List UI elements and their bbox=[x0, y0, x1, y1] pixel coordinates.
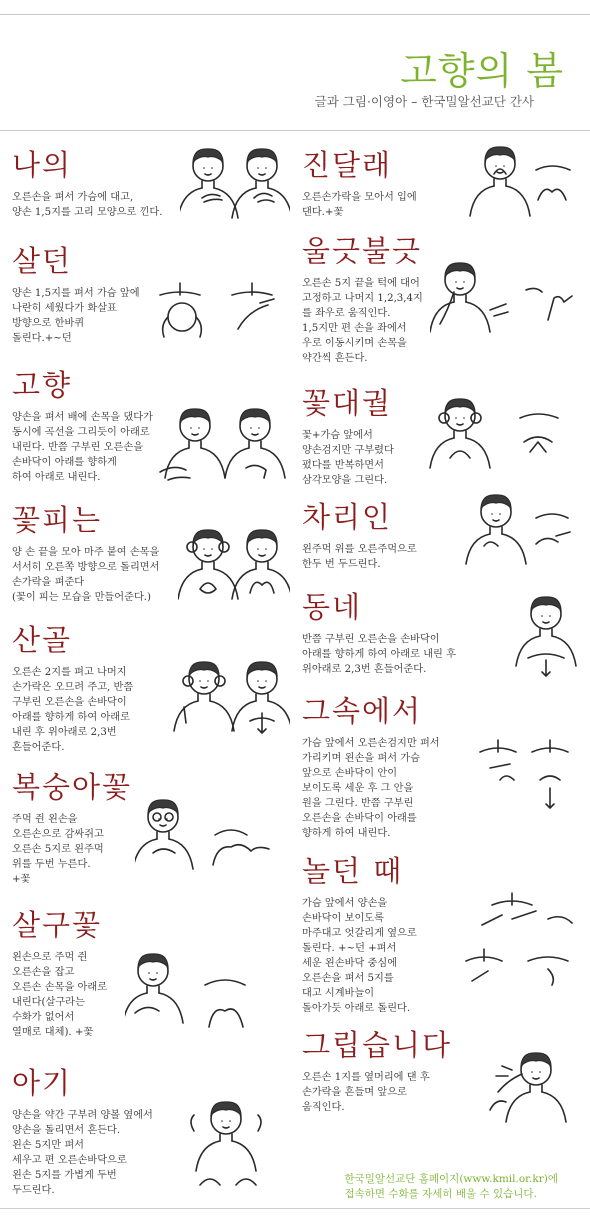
figure-town-icon bbox=[506, 580, 586, 680]
sign-description: 주먹 쥔 왼손을 오른손으로 감싸쥐고 오른손 5지로 왼주먹 위를 두번 누른다. +꽃 bbox=[12, 813, 104, 885]
sign-description: 양손을 약간 구부려 양볼 옆에서 양손을 돌리면서 흔든다. 왼손 5지만 펴서 세우고 편 오른손바닥으로 왼손 5지를 가볍게 두번 두드린다. bbox=[12, 1109, 153, 1196]
sign-word: 놀던 때 bbox=[302, 854, 404, 888]
footer-note: 한국밀알선교단 홈페이지(www.kmil.or.kr)에 접속하면 수화를 자세히 배울 수 있습니다. bbox=[344, 1173, 558, 1200]
figure-play-time-icon bbox=[452, 885, 582, 995]
entry-kkotpineun bbox=[12, 505, 202, 605]
entry-sangol bbox=[12, 625, 182, 755]
figure-hands-ring-icon bbox=[150, 275, 290, 345]
sign-word: 복숭아꽃 bbox=[12, 770, 133, 804]
byline: 글과 그림·이영아 – 한국밀알선교단 간사 bbox=[314, 94, 534, 109]
entry-boksunga bbox=[12, 772, 152, 887]
page-title: 고향의 봄 bbox=[400, 49, 564, 93]
sign-word: 그속에서 bbox=[302, 694, 423, 728]
entry-jindallae bbox=[302, 150, 462, 220]
sign-word: 산골 bbox=[12, 623, 73, 657]
entry-dongne bbox=[302, 592, 507, 677]
entry-naui bbox=[12, 150, 202, 220]
figure-baby-icon bbox=[180, 1085, 280, 1195]
entry-salgu bbox=[12, 910, 142, 1040]
sign-word: 울긋불긋 bbox=[302, 234, 423, 268]
figure-palace-icon bbox=[420, 382, 585, 482]
figure-hands-down-icon bbox=[150, 392, 290, 492]
entry-agi bbox=[12, 1068, 187, 1198]
sign-description: 가슴 앞에서 오른손검지만 펴서 가리키며 왼손을 펴서 가슴 앞으로 손바닥이 안이 보이도록 세운 후 그 안을 원을 그린다. 반쯤 구부린 오른손을 손바닥이 아래를 향하게 하여 내린다. bbox=[302, 737, 440, 839]
sign-word: 동네 bbox=[302, 590, 363, 624]
figure-inside-icon bbox=[470, 728, 580, 828]
sign-description: 오른손 2지를 펴고 나머지 손가락은 오므려 주고, 반쯤 구부린 오른손을 손바닥이 아래를 향하게 하여 아래로 내린 후 위아래로 2,3번 흔들어준다. bbox=[12, 666, 134, 753]
figure-finger-point-icon bbox=[170, 645, 290, 745]
entry-geusogeseo bbox=[302, 696, 462, 841]
header-divider bbox=[0, 130, 590, 131]
sign-word: 그립습니다 bbox=[302, 1028, 453, 1062]
sign-description: 오른손 5지 끝을 턱에 대어 고정하고 나머지 1,2,3,4지 를 좌우로 움직인다. 1,5지만 편 손을 좌에서 우로 이동시키며 손목을 약간씩 흔든다. bbox=[302, 277, 423, 364]
entry-noldeonttae bbox=[302, 856, 452, 1016]
entry-ulgeutbulgeut bbox=[302, 236, 442, 366]
sign-description: 양 손 끝을 모아 마주 붙여 손목을 서서히 오른쪽 방향으로 돌리면서 손가락을 펴준다 (꽃이 피는 모습을 만들어준다.) bbox=[12, 546, 160, 603]
sign-description: 오른손 1지를 옆머리에 댄 후 손가락을 흔들며 앞으로 움직인다. bbox=[302, 1071, 430, 1113]
sign-description: 반쯤 구부린 오른손을 손바닥이 아래를 향하게 하여 아래로 내린 후 위아래로 2,3번 흔들어준다. bbox=[302, 633, 456, 675]
entry-geuripseumnida bbox=[302, 1030, 472, 1115]
sign-description: 양손을 펴서 배에 손목을 댔다가 동시에 곡선을 그리듯이 아래로 내린다. 반쯤 구부린 오른손을 손바닥이 아래를 향하게 하여 아래로 내린다. bbox=[12, 411, 153, 483]
figure-face-fingers-mouth-icon bbox=[466, 140, 586, 220]
sign-word: 아기 bbox=[12, 1066, 73, 1100]
figure-girl-hand-on-chest-icon bbox=[180, 140, 290, 220]
figure-fist-press-icon bbox=[135, 795, 285, 875]
sign-word: 살던 bbox=[12, 244, 73, 278]
figure-fists-tap-icon bbox=[460, 488, 585, 568]
sign-description: 양손 1,5지를 펴서 가슴 앞에 나란히 세웠다가 화살표 방향으로 한바퀴 돌린다.+~던 bbox=[12, 287, 140, 344]
top-rule bbox=[0, 14, 590, 15]
entry-chariin bbox=[302, 502, 462, 572]
sign-word: 고향 bbox=[12, 368, 73, 402]
sign-word: 살구꽃 bbox=[12, 908, 103, 942]
sign-description: 꽃+가슴 앞에서 양손검지만 구부렸다 폈다를 반복하면서 삼각모양을 그린다. bbox=[302, 429, 394, 486]
figure-flower-bloom-icon bbox=[178, 515, 290, 615]
sign-description: 왼주먹 위를 오른주먹으로 한두 번 두드린다. bbox=[302, 543, 417, 570]
entry-kkotdaegwol bbox=[302, 388, 432, 488]
sign-description: 오른손가락을 모아서 입에 댄다.+꽃 bbox=[302, 191, 417, 218]
sign-word: 진달래 bbox=[302, 148, 393, 182]
sign-description: 왼손으로 주먹 쥔 오른손을 잡고 오른손 손목을 아래로 내린다(살구라는 수화가 없어서 열매로 대체). +꽃 bbox=[12, 951, 108, 1038]
sign-word: 꽃피는 bbox=[12, 503, 103, 537]
figure-miss-icon bbox=[478, 1040, 573, 1140]
sign-description: 오른손을 펴서 가슴에 대고, 양손 1,5지를 고리 모양으로 낀다. bbox=[12, 191, 163, 218]
sign-word: 차리인 bbox=[302, 500, 393, 534]
sign-word: 나의 bbox=[12, 148, 73, 182]
figure-chin-wiggle-icon bbox=[430, 250, 585, 350]
sign-description: 가슴 앞에서 양손을 손바닥이 보이도록 마주대고 엇갈리게 옆으로 돌린다. +~던 +펴서 세운 왼손바닥 중심에 오른손을 펴서 5지를 대고 시계바늘이 돌아가듯 아래로 돌린다. bbox=[302, 897, 417, 1014]
sign-word: 꽃대궐 bbox=[302, 386, 393, 420]
bottom-rule bbox=[0, 1208, 590, 1209]
figure-apricot-icon bbox=[125, 935, 275, 1035]
